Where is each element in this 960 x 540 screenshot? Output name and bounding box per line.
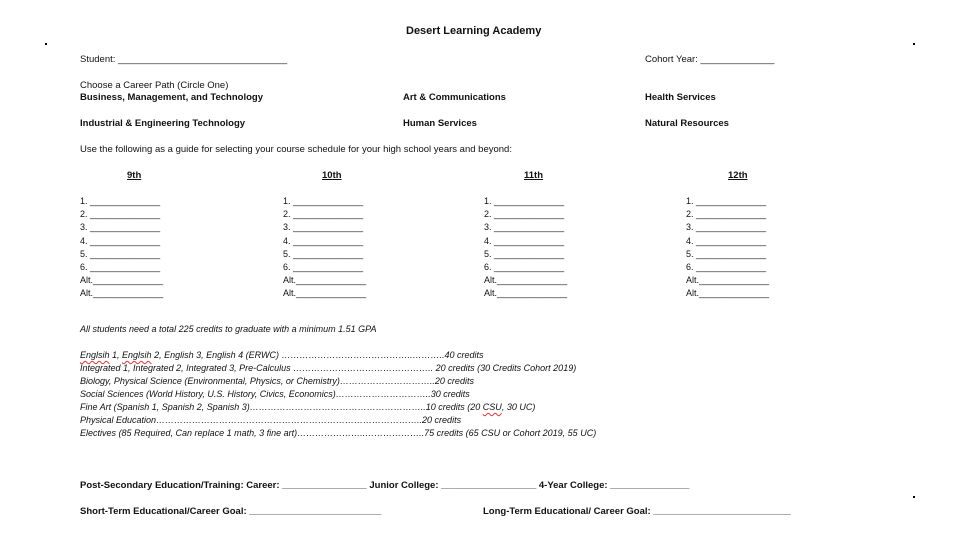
course-slot[interactable]: 2. ______________ [80, 209, 161, 220]
course-slot[interactable]: 1. ______________ [484, 196, 565, 206]
course-slot[interactable]: Alt.______________ [80, 275, 164, 286]
course-slot[interactable]: Alt.______________ [686, 288, 770, 299]
course-slot[interactable]: 5. ______________ [686, 248, 767, 259]
course-slot[interactable]: 5. ______________ [80, 248, 161, 259]
course-slot[interactable]: 6. ______________ [283, 262, 364, 273]
course-slot[interactable]: Alt.______________ [283, 288, 367, 299]
course-slot[interactable]: Alt.______________ [484, 288, 568, 299]
course-slot[interactable]: 1. ______________ [283, 196, 364, 206]
career-path-option[interactable]: Human Services [403, 118, 477, 129]
requirement-physical-education: Physical Education……………………………………………………………………………..20 credits [80, 415, 462, 425]
course-slot[interactable]: 1. ______________ [80, 196, 161, 206]
requirement-electives: Electives (85 Required, Can replace 1 math, 3 fine art)…………………..………………..75 credits (65 CSU or Cohort 2019, 55 UC) [80, 428, 597, 438]
course-slot[interactable]: Alt.______________ [686, 275, 770, 286]
course-list-12th [686, 195, 769, 301]
course-slot[interactable]: 4. ______________ [686, 235, 767, 246]
requirement-social-sciences: Social Sciences (World History, U.S. History, Civics, Economics)…………………………..30 credits [80, 389, 470, 399]
course-slot[interactable]: 1. ______________ [686, 196, 767, 206]
course-slot[interactable]: 3. ______________ [686, 222, 767, 233]
course-slot[interactable]: 3. ______________ [80, 222, 161, 233]
student-field[interactable]: Student: ________________________________ [80, 54, 288, 65]
page-title: Desert Learning Academy [406, 25, 542, 37]
course-slot[interactable]: 4. ______________ [484, 235, 565, 246]
career-path-option[interactable]: Natural Resources [645, 118, 729, 129]
course-slot[interactable]: 4. ______________ [80, 235, 161, 246]
course-slot[interactable]: 6. ______________ [686, 262, 767, 273]
course-slot[interactable]: Alt.______________ [484, 275, 568, 286]
career-path-option[interactable]: Art & Communications [403, 92, 506, 103]
course-slot[interactable]: 2. ______________ [283, 209, 364, 220]
credit-requirement-intro: All students need a total 225 credits to graduate with a minimum 1.51 GPA [80, 324, 377, 334]
course-slot[interactable]: 5. ______________ [283, 248, 364, 259]
year-header-10th: 10th [322, 170, 342, 181]
year-header-9th: 9th [127, 170, 142, 181]
course-list-11th [484, 195, 567, 301]
corner-mark [913, 496, 915, 498]
short-term-goal-field[interactable]: Short-Term Educational/Career Goal: _________________________ [80, 506, 382, 517]
course-slot[interactable]: Alt.______________ [283, 275, 367, 286]
corner-mark [45, 43, 47, 45]
course-slot[interactable]: Alt.______________ [80, 288, 164, 299]
requirement-fine-art: Fine Art (Spanish 1, Spanish 2, Spanish 3)…………………………………………………..10 credits (20 CSU, 30 UC) [80, 402, 536, 412]
corner-mark [913, 43, 915, 45]
requirement-science: Biology, Physical Science (Environmental, Physics, or Chemistry)…………………………..20 credits [80, 376, 474, 386]
course-slot[interactable]: 4. ______________ [283, 235, 364, 246]
requirement-english: Englsih 1, Englsih 2, English 3, English 4 (ERWC) ……………………………………..………..40 credits [80, 350, 484, 360]
career-path-option[interactable]: Health Services [645, 92, 716, 103]
career-instruction: Choose a Career Path (Circle One) [80, 80, 229, 91]
course-slot[interactable]: 2. ______________ [686, 209, 767, 220]
course-list-9th [80, 195, 163, 301]
guide-text: Use the following as a guide for selecting your course schedule for your high school years and beyond: [80, 144, 512, 155]
course-slot[interactable]: 5. ______________ [484, 248, 565, 259]
course-slot[interactable]: 3. ______________ [484, 222, 565, 233]
year-header-12th: 12th [728, 170, 748, 181]
career-path-option[interactable]: Business, Management, and Technology [80, 92, 263, 103]
course-list-10th [283, 195, 366, 301]
course-slot[interactable]: 2. ______________ [484, 209, 565, 220]
long-term-goal-field[interactable]: Long-Term Educational/ Career Goal: __________________________ [483, 506, 791, 517]
course-slot[interactable]: 3. ______________ [283, 222, 364, 233]
post-secondary-fields[interactable]: Post-Secondary Education/Training: Career: ________________ Junior College: __________________ 4-Year College: _______________ [80, 480, 690, 491]
year-header-11th: 11th [524, 170, 544, 181]
cohort-year-field[interactable]: Cohort Year: ______________ [645, 54, 775, 65]
course-slot[interactable]: 6. ______________ [484, 262, 565, 273]
career-path-option[interactable]: Industrial & Engineering Technology [80, 118, 246, 129]
requirement-math: Integrated 1, Integrated 2, Integrated 3, Pre-Calculus ……………………………………….. 20 credits (30 Credits Cohort 2019) [80, 363, 577, 373]
course-slot[interactable]: 6. ______________ [80, 262, 161, 273]
